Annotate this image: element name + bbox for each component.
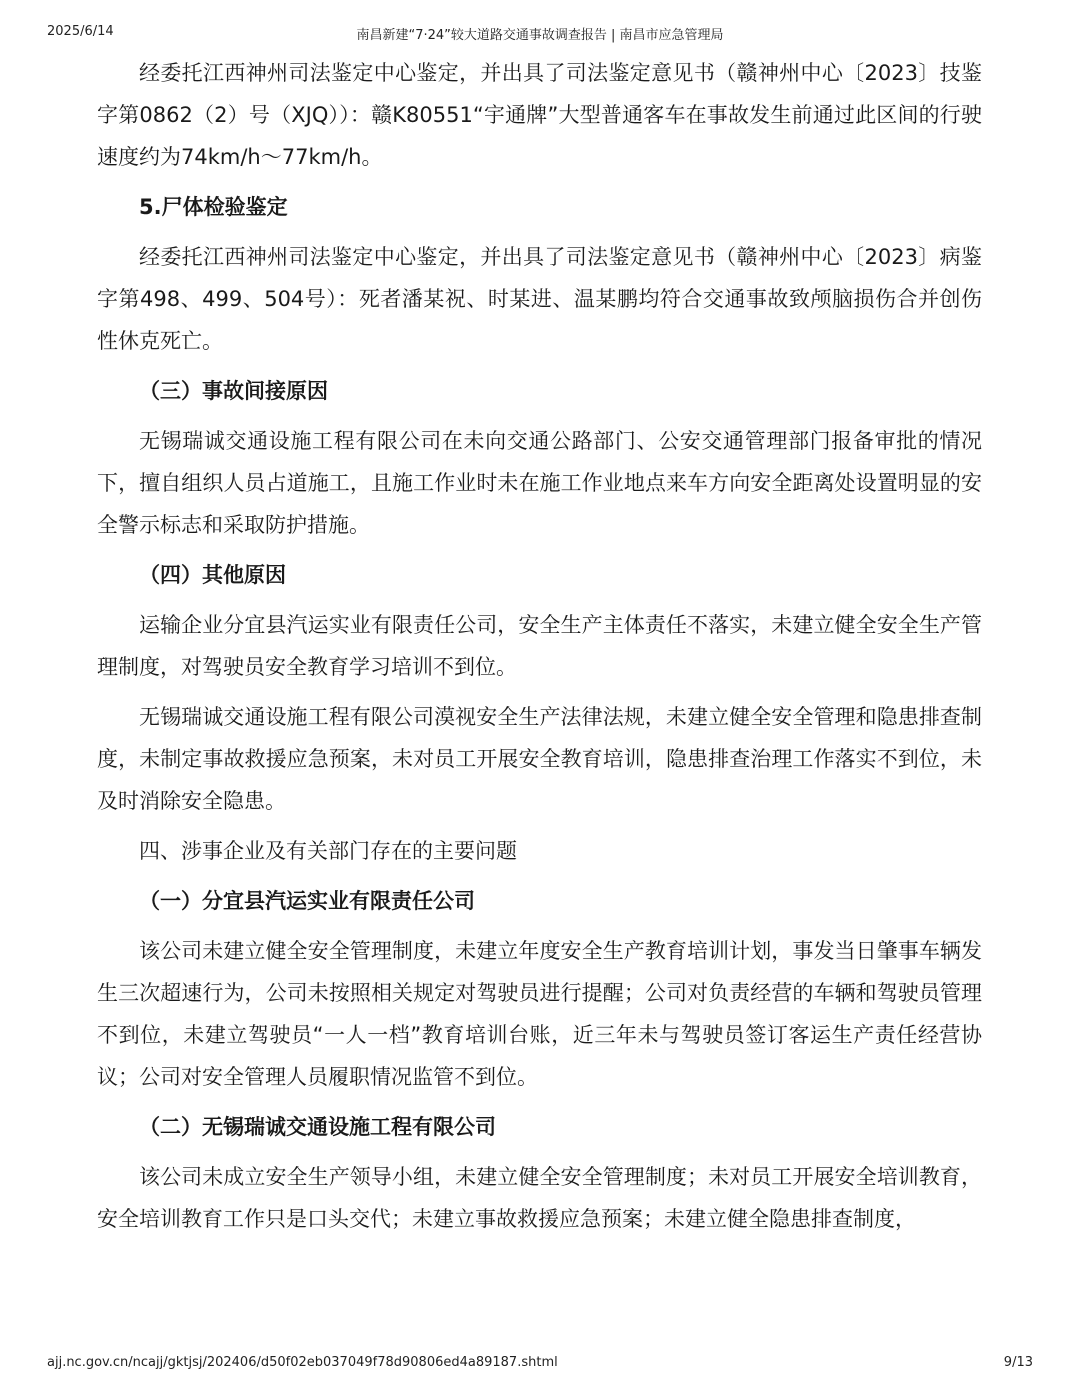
paragraph-transport-company: 运输企业分宜县汽运实业有限责任公司，安全生产主体责任不落实，未建立健全安全生产管理制度，对驾驶员安全教育学习培训不到位。 <box>97 613 982 679</box>
page-url: ajj.nc.gov.cn/ncajj/gktjsj/202406/d50f02eb037049f78d90806ed4a89187.shtml <box>47 1355 558 1370</box>
document-body <box>97 52 982 1248</box>
paragraph-construction-company: 无锡瑞诚交通设施工程有限公司漠视安全生产法律法规，未建立健全安全管理和隐患排查制度，未制定事故救援应急预案，未对员工开展安全教育培训，隐患排查治理工作落实不到位，未及时消除安全隐患。 <box>97 705 982 813</box>
heading-indirect-cause: （三）事故间接原因 <box>139 379 328 403</box>
paragraph-autopsy-appraisal: 经委托江西神州司法鉴定中心鉴定，并出具了司法鉴定意见书（赣神州中心〔2023〕病鉴字第498、499、504号）：死者潘某祝、时某进、温某鹏均符合交通事故致颅脑损伤合并创伤性休克死亡。 <box>97 245 982 353</box>
paragraph-speed-appraisal: 经委托江西神州司法鉴定中心鉴定，并出具了司法鉴定意见书（赣神州中心〔2023〕技鉴字第0862（2）号（XJQ））：赣K80551“宇通牌”大型普通客车在事故发生前通过此区间的行驶速度约为74km/h～77km/h。 <box>97 61 982 169</box>
paragraph-wuxi-company: 该公司未成立安全生产领导小组，未建立健全安全管理制度；未对员工开展安全培训教育，安全培训教育工作只是口头交代；未建立事故救援应急预案；未建立健全隐患排查制度， <box>97 1165 982 1231</box>
print-footer <box>0 1355 1080 1375</box>
heading-other-causes: （四）其他原因 <box>139 563 286 587</box>
heading-autopsy-appraisal: 5.尸体检验鉴定 <box>139 195 288 219</box>
print-date: 2025/6/14 <box>47 24 114 39</box>
heading-fenyi-company: （一）分宜县汽运实业有限责任公司 <box>139 889 475 913</box>
paragraph-fenyi-company: 该公司未建立健全安全管理制度，未建立年度安全生产教育培训计划，事发当日肇事车辆发生三次超速行为，公司未按照相关规定对驾驶员进行提醒；公司对负责经营的车辆和驾驶员管理不到位，未建立驾驶员“一人一档”教育培训台账，近三年未与驾驶员签订客运生产责任经营协议；公司对安全管理人员履职情况监管不到位。 <box>97 939 982 1089</box>
page-number: 9/13 <box>1003 1355 1033 1370</box>
page-title: 南昌新建“7·24”较大道路交通事故调查报告 | 南昌市应急管理局 <box>356 28 724 43</box>
heading-main-problems: 四、涉事企业及有关部门存在的主要问题 <box>139 839 517 863</box>
paragraph-indirect-cause: 无锡瑞诚交通设施工程有限公司在未向交通公路部门、公安交通管理部门报备审批的情况下，擅自组织人员占道施工，且施工作业时未在施工作业地点来车方向安全距离处设置明显的安全警示标志和采取防护措施。 <box>97 429 982 537</box>
print-header <box>0 24 1080 46</box>
heading-wuxi-company: （二）无锡瑞诚交通设施工程有限公司 <box>139 1115 496 1139</box>
